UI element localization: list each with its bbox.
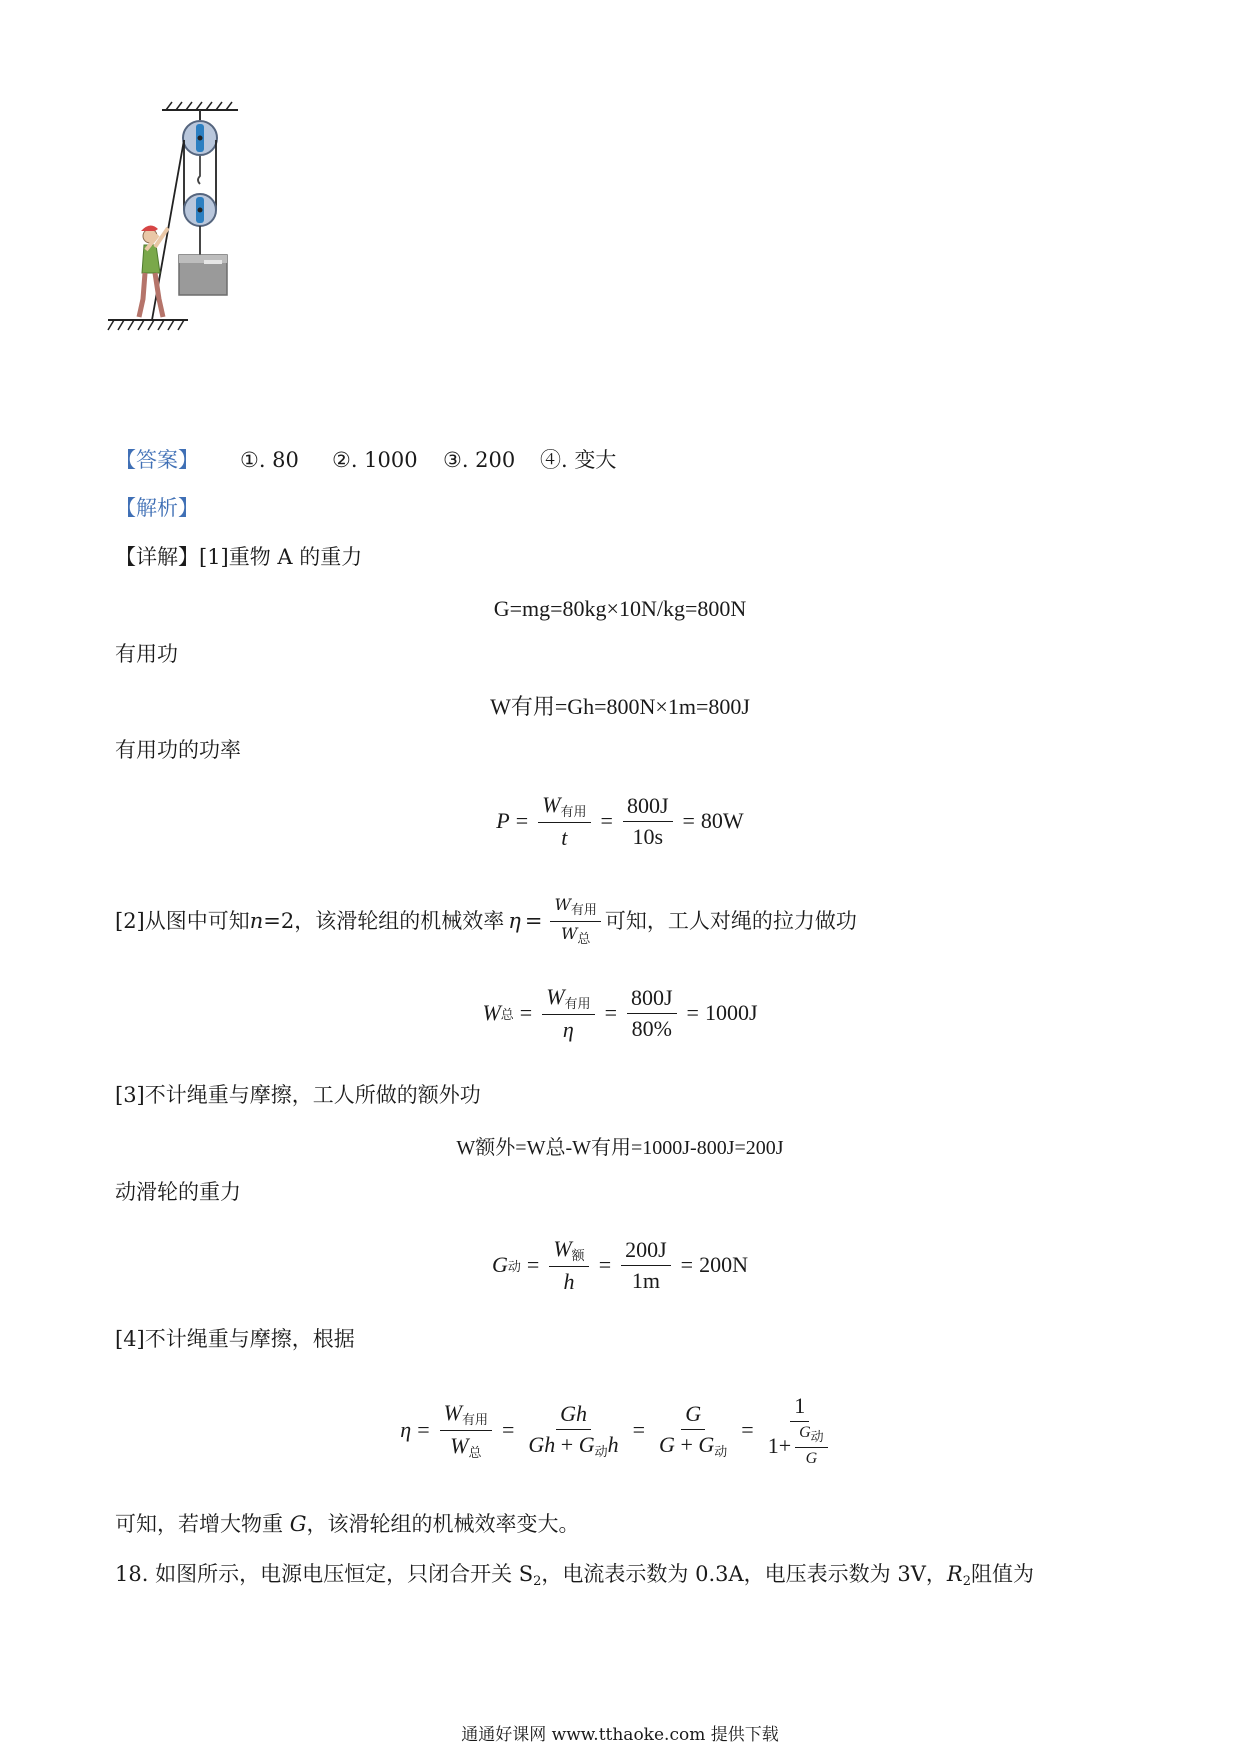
- equation-useful-work: W有用=Gh=800N×1m=800J: [490, 693, 750, 719]
- equation-pulley-weight: G 动 = $\frac{W_额}{h}$ = $\frac{200J}{1m}$ = 200N: [492, 1235, 748, 1294]
- step3-line: [3]不计绳重与摩擦，工人所做的额外功: [115, 1083, 481, 1107]
- equation-efficiency: η = $\frac{W_{有用}}{W_总}$ = $\frac{Gh}{Gh + G_动h}$ = $\frac{G}{G + G_动}$ = 1 1+ $\frac{G_动}{G}$: [0, 1380, 1240, 1480]
- answer-label: 【答案】: [115, 448, 199, 472]
- next-question: 18. 如图所示，电源电压恒定，只闭合开关 $S_2$，电流表示数为 0.3A，电压表示数为 3V，$R_2$阻值为: [115, 1562, 1034, 1589]
- conclusion-line: 可知，若增大物重 G，该滑轮组的机械效率变大。: [115, 1512, 580, 1536]
- pulley-weight-label: 动滑轮的重力: [115, 1180, 241, 1204]
- equation-total-work: W 总 = $\frac{W_{有用}}{\eta}$ = $\frac{800J}{80\%}$ = 1000J: [482, 983, 758, 1042]
- answer-item-4: ④. 变大: [540, 448, 617, 472]
- step4-line: [4]不计绳重与摩擦，根据: [115, 1327, 355, 1351]
- answer-item-1: ①. 80: [240, 448, 299, 472]
- equation-power: P = $\frac{W_{有用}}{t}$ = $\frac{800J}{10s}$ = 80W: [496, 791, 744, 850]
- power-label: 有用功的功率: [115, 738, 241, 762]
- step2-line: [2]从图中可知 n =2，该滑轮组的机械效率 η = $\frac{W_{有用}}{W_总}$ 可知，工人对绳的拉力做功: [115, 895, 857, 947]
- analysis-label: 【解析】: [115, 496, 199, 520]
- answer-item-2: ②. 1000: [332, 448, 418, 472]
- detail-intro: 【详解】[1]重物 A 的重力: [115, 545, 363, 569]
- equation-gravity: G=mg=80kg×10N/kg=800N: [493, 596, 747, 621]
- footer-credit: 通通好课网 www.tthaoke.com 提供下载: [461, 1725, 779, 1745]
- useful-work-label: 有用功: [115, 642, 178, 666]
- pulley-system-diagram: [100, 100, 270, 380]
- answer-item-3: ③. 200: [443, 448, 516, 472]
- equation-extra-work: W额外=W总-W有用=1000J-800J=200J: [456, 1136, 784, 1159]
